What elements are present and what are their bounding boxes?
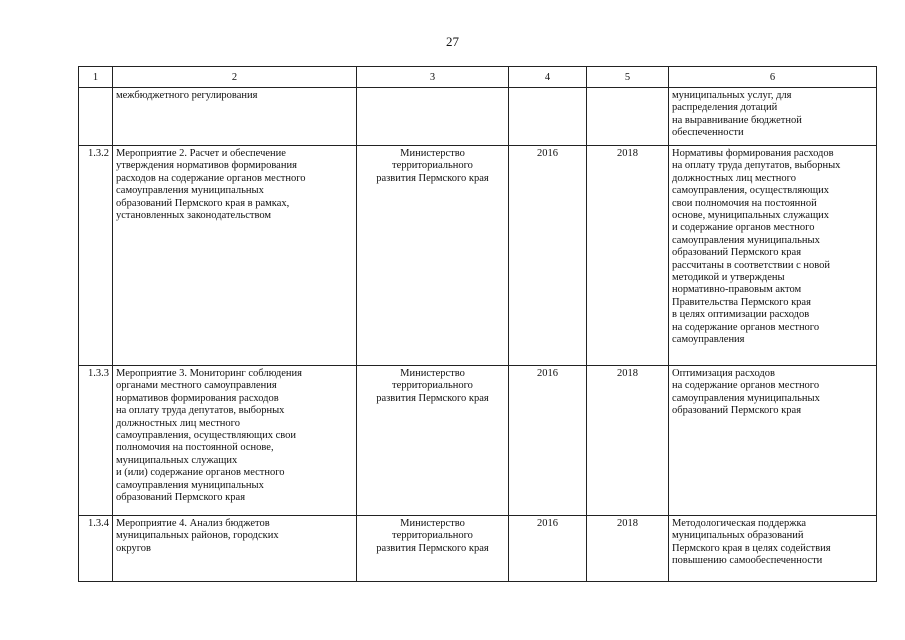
page-number: 27 [446, 34, 459, 49]
header-col-2: 2 [113, 67, 357, 88]
row-event: межбюджетного регулирования [113, 88, 357, 146]
row-result: муниципальных услуг, для распределения дотаций на выравнивание бюджетной обеспеченности [669, 88, 877, 146]
row-start-year: 2016 [509, 366, 587, 516]
row-start-year: 2016 [509, 516, 587, 582]
row-executor: Министерство территориального развития Пермского края [357, 366, 509, 516]
header-col-5: 5 [587, 67, 669, 88]
row-result: Нормативы формирования расходов на оплату труда депутатов, выборных должностных лиц местного самоуправления, осуществляющих свои полномочия на постоянной основе, муниципальных служащих и содержание органов местного самоуправления муниципальных образований Пермского края рассчитаны в соответствии с новой методикой и утверждены нормативно-правовым актом Правительства Пермского края в целях оптимизации расходов на содержание органов местного самоуправления [669, 146, 877, 366]
row-executor: Министерство территориального развития Пермского края [357, 516, 509, 582]
row-event: Мероприятие 4. Анализ бюджетов муниципальных районов, городских округов [113, 516, 357, 582]
row-end-year: 2018 [587, 516, 669, 582]
table-row [79, 366, 877, 516]
row-event: Мероприятие 3. Мониторинг соблюдения органами местного самоуправления нормативов формирования расходов на оплату труда депутатов, выборных должностных лиц местного самоуправления, осуществляющих свои полномочия на постоянной основе, муниципальных служащих и (или) содержание органов местного самоуправления муниципальных образований Пермского края [113, 366, 357, 516]
row-number [79, 88, 113, 146]
row-number: 1.3.3 [79, 366, 113, 516]
table-row [79, 88, 877, 146]
row-end-year: 2018 [587, 146, 669, 366]
row-number: 1.3.4 [79, 516, 113, 582]
row-result: Оптимизация расходов на содержание органов местного самоуправления муниципальных образований Пермского края [669, 366, 877, 516]
row-start-year: 2016 [509, 146, 587, 366]
header-col-4: 4 [509, 67, 587, 88]
program-activities-table [78, 66, 877, 582]
row-end-year [587, 88, 669, 146]
row-result: Методологическая поддержка муниципальных образований Пермского края в целях содействия повышению самообеспеченности [669, 516, 877, 582]
table-header-row [79, 67, 877, 88]
header-col-1: 1 [79, 67, 113, 88]
row-start-year [509, 88, 587, 146]
row-event: Мероприятие 2. Расчет и обеспечение утверждения нормативов формирования расходов на содержание органов местного самоуправления муниципальных образований Пермского края в рамках, установленных законодательством [113, 146, 357, 366]
table-row [79, 516, 877, 582]
header-col-3: 3 [357, 67, 509, 88]
row-executor [357, 88, 509, 146]
header-col-6: 6 [669, 67, 877, 88]
row-executor: Министерство территориального развития Пермского края [357, 146, 509, 366]
table-row [79, 146, 877, 366]
row-number: 1.3.2 [79, 146, 113, 366]
row-end-year: 2018 [587, 366, 669, 516]
